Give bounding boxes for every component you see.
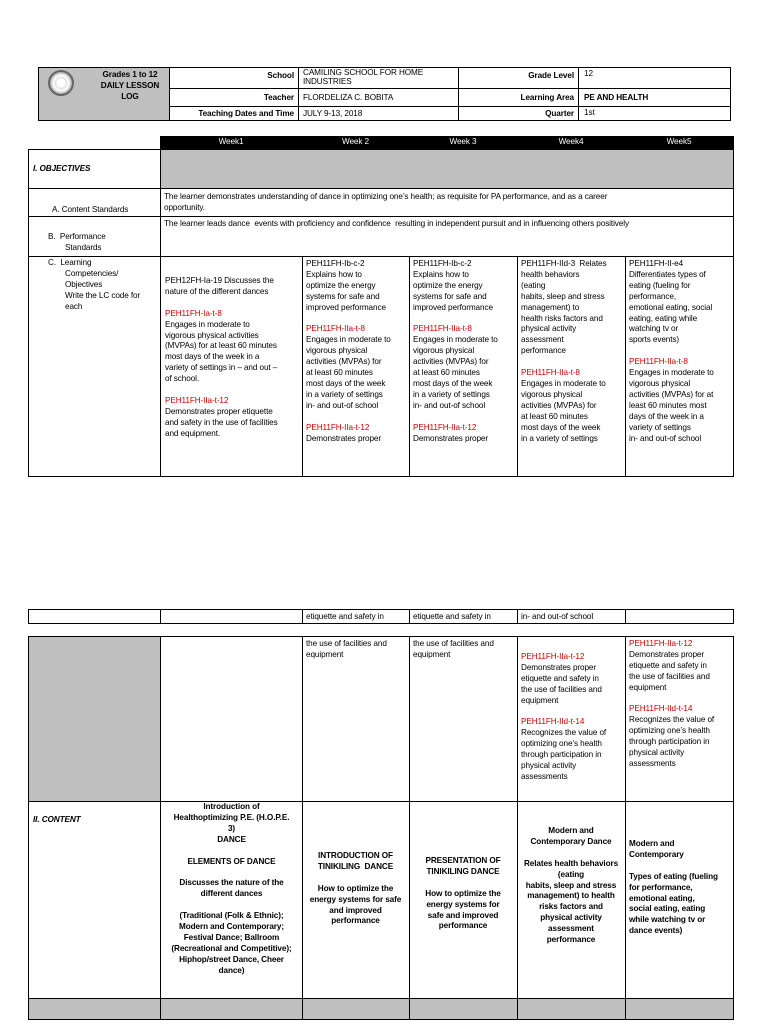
bottom-grey-1 [29, 999, 160, 1019]
text-line: while watching tv or [629, 915, 706, 925]
text-line [302, 873, 409, 884]
content-standards-text: The learner demonstrates understanding of dance in optimizing one’s health; as requisite for PA performance, and as a career opportunity. [164, 192, 608, 212]
text-line [629, 346, 714, 357]
content-week5 [629, 839, 718, 937]
text-line: optimizing one’s health [629, 726, 710, 736]
text-line: activities (MVPAs) for [521, 400, 597, 410]
text-line: Engages in moderate to [521, 378, 606, 388]
text-line [306, 314, 391, 325]
text-line: at least 60 minutes [306, 368, 373, 378]
text-line: Explains how to [413, 269, 469, 279]
week3-competencies [413, 259, 498, 444]
bottom-grey-4 [410, 999, 517, 1019]
text-line: health behaviors [521, 269, 580, 279]
text-line: and safety in the use of facilities [165, 417, 278, 427]
text-line: vigorous physical [306, 346, 368, 356]
text-line: Engages in moderate to [306, 335, 391, 345]
text-line: variety of settings in – and out – [165, 363, 278, 373]
text-line: How to optimize the [425, 888, 501, 898]
text-line: PRESENTATION OF [425, 856, 501, 865]
text-line: the use of facilities and [521, 684, 602, 694]
text-line: activities (MVPAs) for [306, 357, 382, 367]
text-line [629, 694, 714, 705]
text-line: variety of settings [629, 422, 691, 432]
text-line: Recognizes the value of [521, 728, 607, 738]
text-line: emotional eating, [629, 893, 695, 903]
content-standards-label: A. Content Standards [52, 205, 129, 214]
text-line: (eating [521, 280, 546, 290]
text-line: PEH11FH-Ia-t-8 [165, 308, 222, 318]
text-line: Introduction of [203, 802, 260, 811]
text-line: vigorous physical activities [165, 330, 259, 340]
text-line [161, 846, 302, 857]
text-line: Demonstrates proper [521, 662, 597, 672]
quarter-label: Quarter [545, 109, 574, 118]
cont-week4: in- and out-of school [521, 612, 594, 621]
week1-competencies [165, 276, 278, 440]
text-line: performance [521, 346, 566, 356]
text-line: Types of eating (fueling [629, 871, 718, 881]
page2-left-grey [29, 637, 160, 801]
performance-standards-label: B. Performance Standards [48, 232, 106, 252]
text-line: Modern and [629, 839, 675, 848]
text-line: most days of the week [306, 378, 386, 388]
text-line: PEH11FH-IIa-t-12 [306, 422, 370, 432]
quarter-value: 1st [584, 108, 595, 117]
deped-seal-icon [48, 70, 74, 96]
text-line [521, 707, 606, 718]
text-line: in a variety of settings [521, 433, 598, 443]
text-line: optimize the energy [413, 280, 483, 290]
text-line: Hiphop/street Dance, Cheer [179, 954, 284, 964]
text-line: (Recreational and Competitive); [171, 943, 292, 953]
text-line: PEH11FH-II-e4 [629, 259, 684, 268]
text-line: (eating [557, 869, 585, 879]
text-line: equipment [629, 682, 667, 692]
objectives-band [161, 150, 733, 188]
text-line: Demonstrates proper [629, 649, 705, 659]
text-line: Differentiates types of [629, 269, 706, 279]
text-line: vigorous physical [413, 346, 475, 356]
text-line: Explains how to [306, 269, 362, 279]
cont-week3: etiquette and safety in [413, 612, 491, 621]
bottom-grey-2 [161, 999, 302, 1019]
text-line: least 60 minutes most [629, 400, 707, 410]
text-line: PEH11FH-IIa-t-8 [629, 357, 688, 367]
text-line [306, 412, 391, 423]
text-line: physical activity [629, 748, 685, 758]
text-line [413, 412, 498, 423]
text-line: performance, [629, 291, 677, 301]
text-line: DANCE [217, 834, 246, 844]
text-line: Recognizes the value of [629, 715, 715, 725]
text-line: Modern and Contemporary; [179, 921, 284, 931]
text-line: systems for safe and [413, 291, 487, 301]
text-line: at least 60 minutes [521, 411, 588, 421]
text-line: performance [331, 916, 380, 926]
p2-week5-comp [629, 639, 714, 770]
text-line: etiquette and safety in [629, 660, 707, 670]
p2-week3-comp: the use of facilities and equipment [413, 639, 494, 659]
p2-week4-comp [521, 652, 606, 783]
text-line: through participation in [629, 737, 710, 747]
text-line: How to optimize the [317, 883, 394, 893]
text-line: habits, sleep and stress [525, 880, 617, 890]
text-line: social eating, eating [629, 904, 706, 914]
text-line: and improved [329, 905, 382, 915]
text-line: equipment [521, 695, 559, 705]
week-header-4: Week4 [558, 137, 584, 146]
text-line: systems for safe and [306, 291, 380, 301]
text-line: physical activity [521, 761, 577, 771]
text-line: performance [546, 935, 596, 945]
content-week1 [161, 802, 302, 977]
text-line: physical activity [540, 913, 602, 923]
text-line: Modern and [548, 826, 594, 835]
text-line [165, 298, 278, 309]
text-line: improved performance [413, 302, 493, 312]
text-line: for performance, [629, 882, 693, 892]
text-line: PEH11FH-IId-3 Relates [521, 259, 607, 268]
text-line: management) to health [527, 891, 615, 901]
text-line: performance [438, 921, 488, 931]
text-line: watching tv or [629, 324, 679, 334]
bottom-grey-5 [518, 999, 625, 1019]
text-line: nature of the different dances [165, 286, 269, 296]
text-line: dance) [218, 965, 245, 975]
text-line: sports events) [629, 335, 680, 345]
content-label: II. CONTENT [33, 815, 81, 824]
text-line: health risks factors and [521, 313, 603, 323]
p2-week2-comp: the use of facilities and equipment [306, 639, 387, 659]
text-line: Healthoptimizing P.E. (H.O.P.E. [173, 812, 290, 822]
area-label: Learning Area [520, 93, 574, 102]
text-line: eating (fueling for [629, 280, 691, 290]
text-line: TINIKILING DANCE [317, 861, 394, 871]
text-line: emotional eating, social [629, 302, 713, 312]
text-line [409, 878, 517, 889]
text-line: most days of the week in a [165, 352, 260, 362]
content-week4 [517, 826, 625, 946]
text-line: most days of the week [413, 378, 493, 388]
text-line [629, 861, 718, 872]
week5-competencies [629, 259, 714, 444]
text-line: Engages in moderate to [165, 319, 250, 329]
text-line: PEH11FH-IIa-t-12 [521, 652, 585, 661]
text-line [413, 314, 498, 325]
text-line: PEH11FH-IIa-t-12 [413, 422, 477, 432]
text-line: Engages in moderate to [629, 368, 714, 378]
text-line: PEH11FH-IIa-t-8 [521, 368, 580, 378]
text-line: 3) [227, 823, 236, 833]
week-header-2: Week 2 [341, 137, 369, 146]
text-line: assessment [548, 924, 594, 934]
week-header-1: Week1 [218, 137, 244, 146]
text-line: and equipment. [165, 428, 221, 438]
text-line: PEH11FH-IIa-t-8 [413, 324, 472, 334]
teacher-label: Teacher [263, 93, 294, 102]
week2-competencies [306, 259, 391, 444]
text-line [517, 848, 625, 859]
text-line: Contemporary [629, 849, 684, 859]
text-line: in- and out-of school [629, 433, 702, 443]
text-line [521, 357, 606, 368]
text-line: of school. [165, 374, 200, 384]
dates-label: Teaching Dates and Time [198, 109, 294, 118]
text-line: the use of facilities and [629, 671, 710, 681]
text-line: most days of the week [521, 422, 601, 432]
text-line: INTRODUCTION OF [318, 851, 393, 860]
text-line [165, 385, 278, 396]
week4-competencies [521, 259, 606, 444]
text-line: physical activity [521, 324, 577, 334]
teacher-value: FLORDELIZA C. BOBITA [303, 93, 394, 102]
text-line: PEH11FH-IIa-t-12 [629, 639, 693, 648]
text-line: optimize the energy [306, 280, 376, 290]
text-line: assessments [629, 758, 676, 768]
text-line: safe and improved [427, 910, 499, 920]
dll-title: Grades 1 to 12 DAILY LESSON LOG [100, 70, 160, 101]
grade-label: Grade Level [528, 71, 574, 80]
text-line: PEH11FH-IIa-t-12 [165, 395, 229, 405]
content-week3 [409, 856, 517, 932]
text-line: habits, sleep and stress [521, 291, 605, 301]
bottom-grey-3 [303, 999, 409, 1019]
text-line: optimizing one’s health [521, 739, 602, 749]
text-line: different dances [200, 889, 263, 899]
text-line: Demonstrates proper [306, 433, 382, 443]
text-line: Relates health behaviors [523, 858, 619, 868]
text-line: PEH11FH-Ib-c-2 [306, 259, 365, 268]
text-line: PEH11FH-IIa-t-8 [306, 324, 365, 334]
text-line: assessment [521, 335, 564, 345]
text-line: Engages in moderate to [413, 335, 498, 345]
text-line: dance events) [629, 926, 683, 936]
dates-value: JULY 9-13, 2018 [303, 109, 363, 118]
text-line: assessments [521, 771, 568, 781]
text-line: energy systems for safe [309, 894, 402, 904]
area-value: PE AND HEALTH [584, 93, 649, 102]
text-line: PEH11FH-Ib-c-2 [413, 259, 472, 268]
text-line: in a variety of settings [413, 389, 490, 399]
competencies-label: C. Learning Competencies/ Objectives Write the LC code for each [48, 258, 141, 311]
text-line: Contemporary Dance [530, 836, 612, 846]
text-line: PEH12FH-Ia-19 Discusses the [165, 276, 274, 285]
text-line: vigorous physical [629, 378, 691, 388]
bottom-grey-6 [626, 999, 733, 1019]
text-line: TINIKILING DANCE [426, 866, 500, 876]
text-line: vigorous physical [521, 389, 583, 399]
text-line: (MVPAs) for at least 60 minutes [165, 341, 277, 351]
text-line: at least 60 minutes [413, 368, 480, 378]
school-value: CAMILING SCHOOL FOR HOME INDUSTRIES [303, 68, 424, 86]
text-line: through participation in [521, 750, 602, 760]
text-line: eating, eating while [629, 313, 698, 323]
text-line: etiquette and safety in [521, 673, 599, 683]
week-header-3: Week 3 [449, 137, 477, 146]
content-week2 [302, 851, 409, 927]
text-line: energy systems for [426, 899, 500, 909]
text-line: PEH11FH-IId-t-14 [629, 704, 693, 714]
school-label: School [267, 71, 294, 80]
text-line: Demonstrates proper etiquette [165, 406, 273, 416]
text-line: PEH11FH-IId-t-14 [521, 717, 585, 727]
text-line [161, 867, 302, 878]
text-line: risks factors and [539, 902, 603, 912]
text-line: ELEMENTS OF DANCE [187, 856, 276, 866]
week-header-5: Week5 [666, 137, 692, 146]
text-line: Festival Dance; Ballroom [183, 932, 280, 942]
text-line: improved performance [306, 302, 386, 312]
performance-standards-text: The learner leads dance events with proficiency and confidence resulting in independent pursuit and in influencing others positively [164, 219, 629, 228]
text-line: (Traditional (Folk & Ethnic); [179, 911, 284, 921]
text-line: management) to [521, 302, 580, 312]
text-line: Discusses the nature of the [179, 878, 284, 888]
grade-value: 12 [584, 69, 593, 78]
text-line: days of the week in a [629, 411, 704, 421]
text-line: activities (MVPAs) for [413, 357, 489, 367]
text-line: in- and out-of school [306, 400, 379, 410]
text-line: in- and out-of school [413, 400, 486, 410]
objectives-label: I. OBJECTIVES [33, 164, 91, 173]
text-line: Demonstrates proper [413, 433, 489, 443]
text-line: in a variety of settings [306, 389, 383, 399]
cont-week2: etiquette and safety in [306, 612, 384, 621]
text-line [161, 900, 302, 911]
text-line: activities (MVPAs) for at [629, 389, 714, 399]
